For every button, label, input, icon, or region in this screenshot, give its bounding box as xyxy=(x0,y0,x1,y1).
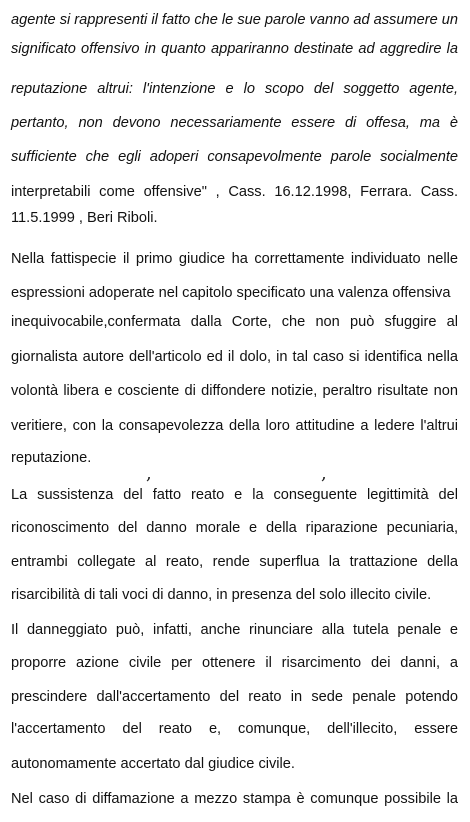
text-line: proporre azione civile per ottenere il risarcimento dei danni, a xyxy=(11,655,458,671)
text-line: volontà libera e cosciente di diffondere notizie, peraltro risultate non xyxy=(11,383,458,399)
text-line: autonomamente accertato dal giudice civile. xyxy=(11,756,295,772)
text-line: Nella fattispecie il primo giudice ha correttamente individuato nelle xyxy=(11,251,458,267)
text-line: l'accertamento del reato e, comunque, dell'illecito, essere xyxy=(11,721,458,737)
text-line: veritiere, con la consapevolezza della loro attitudine a ledere l'altrui xyxy=(11,418,458,434)
text-line: espressioni adoperate nel capitolo specificato una valenza offensiva xyxy=(11,285,451,301)
text-line: significato offensivo in quanto appariranno destinate ad aggredire la xyxy=(11,41,458,57)
text-line: risarcibilità di tali voci di danno, in presenza del solo illecito civile. xyxy=(11,587,432,603)
text-line: 11.5.1999 , Beri Riboli. xyxy=(11,210,158,226)
text-line: sufficiente che egli adoperi consapevolmente parole socialmente xyxy=(11,149,458,165)
text-line: pertanto, non devono necessariamente essere di offesa, ma è xyxy=(11,115,458,131)
text-line: prescindere dall'accertamento del reato in sede penale potendo xyxy=(11,689,458,705)
text-line: Nel caso di diffamazione a mezzo stampa è comunque possibile la xyxy=(11,791,458,807)
handwritten-comma-mark: , xyxy=(146,463,152,484)
text-line: interpretabili come offensive" , Cass. 16.12.1998, Ferrara. Cass. xyxy=(11,184,458,200)
text-line: Il danneggiato può, infatti, anche rinunciare alla tutela penale e xyxy=(11,622,458,638)
text-line: riconoscimento del danno morale e della riparazione pecuniaria, xyxy=(11,520,458,536)
text-line: giornalista autore dell'articolo ed il dolo, in tal caso si identifica nella xyxy=(11,349,458,365)
text-line: inequivocabile,confermata dalla Corte, che non può sfuggire al xyxy=(11,314,458,330)
text-line: entrambi collegate al reato, rende superflua la trattazione della xyxy=(11,554,458,570)
text-line: La sussistenza del fatto reato e la conseguente legittimità del xyxy=(11,487,458,503)
handwritten-comma-mark: , xyxy=(321,463,327,484)
text-line: agente si rappresenti il fatto che le sue parole vanno ad assumere un xyxy=(11,12,459,28)
text-line: reputazione. xyxy=(11,450,92,466)
text-line: reputazione altrui: l'intenzione e lo scopo del soggetto agente, xyxy=(11,81,458,97)
